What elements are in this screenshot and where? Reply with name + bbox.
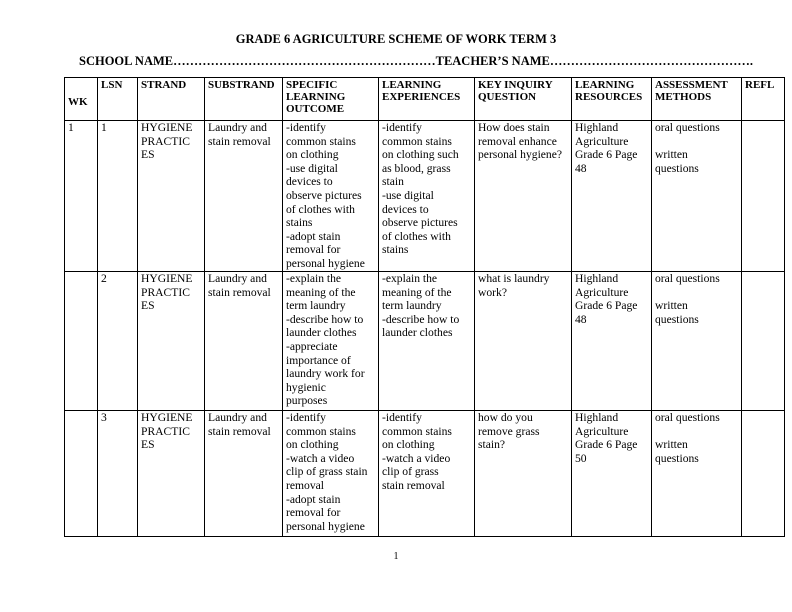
cell-key-inquiry-question — [475, 411, 572, 537]
cell-line: HYGIENE — [141, 272, 193, 285]
cell-line: written — [655, 299, 688, 313]
table-row — [65, 411, 785, 537]
cell-learning-resources — [572, 411, 652, 537]
cell-wk — [65, 411, 98, 537]
table-header-row — [65, 78, 785, 121]
cell-line: PRACTIC — [141, 285, 190, 299]
cell-line: -watch a video — [382, 451, 451, 465]
cell-line: common stains — [382, 134, 452, 148]
cell-line: devices to — [286, 175, 333, 189]
header-substrand: SUBSTRAND — [205, 78, 283, 121]
cell-learning-resources — [572, 121, 652, 272]
cell-line: clip of grass stain — [286, 465, 368, 479]
header-refl: REFL — [742, 78, 785, 121]
cell-line: Agriculture — [575, 134, 629, 148]
cell-line: removal enhance — [478, 134, 557, 148]
cell-line: remove grass — [478, 424, 540, 438]
cell-assessment-methods — [652, 121, 742, 272]
cell-line: common stains — [286, 134, 356, 148]
cell-line: personal hygiene? — [478, 148, 563, 162]
cell-line: oral questions — [655, 411, 720, 424]
cell-line: questions — [655, 161, 699, 175]
cell-line: work? — [478, 285, 507, 299]
cell-line: devices to — [382, 202, 429, 216]
cell-line: as blood, grass — [382, 161, 451, 175]
cell-line: -identify — [382, 411, 422, 424]
cell-line: stain — [382, 175, 404, 189]
cell-line: common stains — [382, 424, 452, 438]
cell-key-inquiry-question — [475, 121, 572, 272]
cell-line: HYGIENE — [141, 411, 193, 424]
cell-line: on clothing — [286, 148, 339, 162]
cell-line: on clothing — [286, 438, 339, 452]
cell-line: Highland — [575, 121, 619, 134]
cell-line: 50 — [575, 451, 587, 465]
cell-line: personal hygiene — [286, 256, 365, 270]
cell-refl — [742, 121, 785, 272]
header-strand: STRAND — [138, 78, 205, 121]
header-line: SPECIFIC — [286, 79, 338, 91]
cell-line: meaning of the — [286, 285, 356, 299]
cell-line: purposes — [286, 394, 328, 408]
cell-substrand — [205, 411, 283, 537]
cell-line: stains — [286, 216, 313, 230]
cell-strand — [138, 121, 205, 272]
cell-line: HYGIENE — [141, 121, 193, 134]
cell-substrand — [205, 272, 283, 411]
header-key-inquiry-question — [475, 78, 572, 121]
cell-learning-experiences — [379, 121, 475, 272]
cell-lsn: 2 — [98, 272, 138, 411]
cell-line: Highland — [575, 272, 619, 285]
table-body — [65, 121, 785, 537]
header-line: RESOURCES — [575, 91, 643, 103]
cell-line: on clothing — [382, 438, 435, 452]
cell-line: removal for — [286, 506, 341, 520]
cell-line: hygienic — [286, 380, 326, 394]
page-number: 1 — [393, 551, 399, 562]
table-row — [65, 121, 785, 272]
header-assessment-methods — [652, 78, 742, 121]
cell-specific-learning-outcome — [283, 121, 379, 272]
header-line: LEARNING — [382, 79, 442, 91]
cell-line: -identify — [286, 411, 326, 424]
cell-line: what is laundry — [478, 272, 550, 285]
cell-line: ES — [141, 438, 155, 452]
cell-line: observe pictures — [286, 188, 362, 202]
cell-line: Agriculture — [575, 424, 629, 438]
cell-line: of clothes with — [382, 229, 451, 243]
cell-line: stain? — [478, 438, 506, 452]
scheme-of-work-table — [64, 77, 785, 537]
cell-line: written — [655, 148, 688, 162]
cell-line: stain removal — [208, 134, 271, 148]
cell-line: How does stain — [478, 121, 550, 134]
cell-line: -identify — [382, 121, 422, 134]
cell-line: 48 — [575, 312, 587, 326]
header-learning-experiences — [379, 78, 475, 121]
cell-line: stain removal — [208, 424, 271, 438]
cell-line: Grade 6 Page — [575, 299, 638, 313]
header-specific-learning-outcome — [283, 78, 379, 121]
cell-refl — [742, 272, 785, 411]
cell-line: meaning of the — [382, 285, 452, 299]
cell-line: launder clothes — [382, 326, 453, 340]
header-line: EXPERIENCES — [382, 91, 461, 103]
cell-line: Grade 6 Page — [575, 438, 638, 452]
cell-line: removal for — [286, 243, 341, 257]
cell-line: oral questions — [655, 121, 720, 134]
cell-line: Laundry and — [208, 272, 267, 285]
table-row — [65, 272, 785, 411]
cell-strand — [138, 411, 205, 537]
cell-line: how do you — [478, 411, 533, 424]
cell-line: importance of — [286, 353, 351, 367]
cell-line: stain removal — [208, 285, 271, 299]
document-title: GRADE 6 AGRICULTURE SCHEME OF WORK TERM 3 — [235, 32, 557, 46]
header-line: METHODS — [655, 91, 712, 103]
cell-lsn: 3 — [98, 411, 138, 537]
header-line: KEY INQUIRY — [478, 79, 553, 91]
cell-line: oral questions — [655, 272, 720, 285]
cell-line: -adopt stain — [286, 492, 341, 506]
header-line: OUTCOME — [286, 103, 345, 115]
cell-line: laundry work for — [286, 367, 365, 381]
cell-assessment-methods — [652, 411, 742, 537]
cell-specific-learning-outcome — [283, 272, 379, 411]
cell-line: 48 — [575, 161, 587, 175]
cell-assessment-methods — [652, 272, 742, 411]
cell-line: questions — [655, 312, 699, 326]
cell-line: -describe how to — [382, 312, 460, 326]
cell-line: Laundry and — [208, 411, 267, 424]
header-line: ASSESSMENT — [655, 79, 728, 91]
cell-learning-experiences — [379, 411, 475, 537]
cell-line: -explain the — [382, 272, 438, 285]
cell-learning-experiences — [379, 272, 475, 411]
cell-key-inquiry-question — [475, 272, 572, 411]
cell-lsn: 1 — [98, 121, 138, 272]
cell-line: written — [655, 438, 688, 452]
cell-line: observe pictures — [382, 216, 458, 230]
cell-line: PRACTIC — [141, 424, 190, 438]
header-learning-resources — [572, 78, 652, 121]
cell-substrand — [205, 121, 283, 272]
cell-line: -use digital — [286, 161, 338, 175]
cell-line: -appreciate — [286, 339, 338, 353]
cell-specific-learning-outcome — [283, 411, 379, 537]
cell-line: Agriculture — [575, 285, 629, 299]
cell-line: removal — [286, 478, 324, 492]
school-teacher-name-line: SCHOOL NAME………………………………………………………TEACHER’S NAME…………………………………………. — [79, 54, 753, 68]
cell-line: on clothing such — [382, 148, 459, 162]
cell-line: -explain the — [286, 272, 342, 285]
cell-line: clip of grass — [382, 465, 439, 479]
cell-line: term laundry — [286, 299, 346, 313]
cell-wk: 1 — [65, 121, 98, 272]
cell-line: ES — [141, 148, 155, 162]
header-wk: WK — [65, 78, 98, 121]
cell-strand — [138, 272, 205, 411]
cell-line: -watch a video — [286, 451, 355, 465]
cell-wk — [65, 272, 98, 411]
header-line: LEARNING — [286, 91, 346, 103]
cell-line: ES — [141, 299, 155, 313]
cell-line: stain removal — [382, 478, 445, 492]
header-line: QUESTION — [478, 91, 537, 103]
cell-line: term laundry — [382, 299, 442, 313]
cell-line: Laundry and — [208, 121, 267, 134]
cell-line: launder clothes — [286, 326, 357, 340]
cell-line: Highland — [575, 411, 619, 424]
cell-line: -identify — [286, 121, 326, 134]
header-line: LEARNING — [575, 79, 635, 91]
cell-line: Grade 6 Page — [575, 148, 638, 162]
cell-line: -describe how to — [286, 312, 364, 326]
cell-line: -adopt stain — [286, 229, 341, 243]
spacer — [655, 286, 738, 300]
cell-line: stains — [382, 243, 409, 257]
cell-line: PRACTIC — [141, 134, 190, 148]
cell-line: questions — [655, 451, 699, 465]
cell-line: personal hygiene — [286, 519, 365, 533]
spacer — [655, 135, 738, 149]
cell-line: -use digital — [382, 188, 434, 202]
cell-line: common stains — [286, 424, 356, 438]
cell-learning-resources — [572, 272, 652, 411]
header-lsn: LSN — [98, 78, 138, 121]
cell-refl — [742, 411, 785, 537]
cell-line: of clothes with — [286, 202, 355, 216]
spacer — [655, 425, 738, 439]
